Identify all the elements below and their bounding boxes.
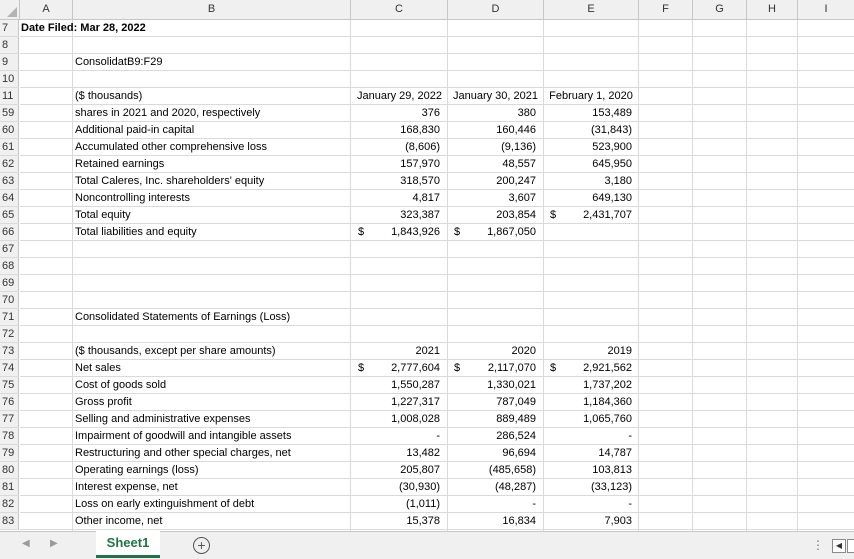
cell-value-d: 3,607: [508, 192, 536, 204]
column-header-g[interactable]: G: [693, 0, 747, 19]
cell-value-d: 203,854: [496, 209, 536, 221]
row-header[interactable]: 10: [0, 71, 19, 88]
cell-value-e: 523,900: [592, 141, 632, 153]
plus-circle-icon[interactable]: +: [193, 537, 210, 554]
cell-label: Loss on early extinguishment of debt: [75, 498, 255, 510]
column-header-a[interactable]: A: [20, 0, 73, 19]
cell-value-d: 1,330,021: [487, 379, 536, 391]
cell-label: Selling and administrative expenses: [75, 413, 251, 425]
cell-value-c: -: [436, 430, 440, 442]
column-header-c[interactable]: C: [351, 0, 448, 19]
cell-value-d: January 30, 2021: [452, 90, 538, 102]
row-header[interactable]: 59: [0, 105, 19, 122]
cell-value-e: 14,787: [598, 447, 632, 459]
row-header[interactable]: 71: [0, 309, 19, 326]
row-header[interactable]: 76: [0, 394, 19, 411]
cell-value-e: 1,065,760: [583, 413, 632, 425]
cell-value-d: 380: [517, 107, 536, 119]
cell-value-c: 1,227,317: [391, 396, 440, 408]
cell-value-c: (30,930): [399, 481, 440, 493]
cell-label: Additional paid-in capital: [75, 124, 195, 136]
column-header-i[interactable]: I: [824, 3, 828, 15]
row-header[interactable]: 81: [0, 479, 19, 496]
cell-label: Impairment of goodwill and intangible assets: [75, 430, 292, 442]
cell-value-c: 157,970: [400, 158, 440, 170]
row-header[interactable]: 78: [0, 428, 19, 445]
cell-value-c: (1,011): [405, 498, 440, 510]
select-all-corner[interactable]: [0, 0, 20, 19]
cell-value-c: 2,777,604: [391, 362, 440, 374]
spreadsheet-grid[interactable]: [20, 20, 854, 531]
currency-symbol: $: [358, 226, 365, 238]
cell-label: Gross profit: [75, 396, 132, 408]
cell-value-c: January 29, 2022: [356, 90, 442, 102]
column-header-d[interactable]: D: [448, 0, 544, 19]
currency-symbol: $: [550, 362, 557, 374]
cell-label: Interest expense, net: [75, 481, 178, 493]
currency-symbol: $: [358, 362, 365, 374]
cell-value-c: 205,807: [400, 464, 440, 476]
cell-value-c: 1,008,028: [391, 413, 440, 425]
cell-label: Noncontrolling interests: [75, 192, 190, 204]
row-header[interactable]: 60: [0, 122, 19, 139]
row-header[interactable]: 63: [0, 173, 19, 190]
horizontal-scrollbar[interactable]: [847, 539, 854, 553]
select-all-icon: [7, 7, 17, 17]
row-header[interactable]: 75: [0, 377, 19, 394]
row-header[interactable]: 79: [0, 445, 19, 462]
row-header[interactable]: 83: [0, 513, 19, 530]
row-header[interactable]: 70: [0, 292, 19, 309]
cell-label: shares in 2021 and 2020, respectively: [75, 107, 261, 119]
cell-value-c: 13,482: [406, 447, 440, 459]
cell-value-c: 2021: [415, 345, 440, 357]
cell-label: ($ thousands, except per share amounts): [75, 345, 276, 357]
column-header-bar: [0, 0, 854, 20]
row-header[interactable]: 77: [0, 411, 19, 428]
row-header[interactable]: 61: [0, 139, 19, 156]
cell-value-e: 153,489: [592, 107, 632, 119]
cell-label: ($ thousands): [75, 90, 143, 102]
row-header[interactable]: 82: [0, 496, 19, 513]
cell-label: ConsolidatB9:F29: [75, 56, 163, 68]
cell-label: Total liabilities and equity: [75, 226, 197, 238]
column-header-b[interactable]: B: [73, 0, 351, 19]
row-header[interactable]: 8: [0, 37, 19, 54]
cell-value-c: 4,817: [412, 192, 440, 204]
chevron-left-icon[interactable]: ◀: [22, 538, 30, 549]
cell-label: Total Caleres, Inc. shareholders' equity: [75, 175, 265, 187]
cell-label: Cost of goods sold: [75, 379, 167, 391]
cell-value-d: 16,834: [502, 515, 536, 527]
cell-value-e: 2019: [607, 345, 632, 357]
row-header[interactable]: 80: [0, 462, 19, 479]
cell-value-d: 286,524: [496, 430, 536, 442]
row-header[interactable]: 68: [0, 258, 19, 275]
column-header-f[interactable]: F: [639, 0, 693, 19]
cell-value-d: -: [532, 498, 536, 510]
cell-label: Other income, net: [75, 515, 163, 527]
cell-value-c: (8,606): [405, 141, 440, 153]
cell-value-e: 7,903: [604, 515, 632, 527]
cell-value-e: 1,184,360: [583, 396, 632, 408]
cell-label: Restructuring and other special charges, net: [75, 447, 291, 459]
cell-value-e: -: [628, 430, 632, 442]
sheet-tab-bar: [0, 531, 854, 559]
cell-value-e: 1,737,202: [583, 379, 632, 391]
cell-value-e: 649,130: [592, 192, 632, 204]
cell-value-d: 787,049: [496, 396, 536, 408]
cell-value-e: 3,180: [604, 175, 632, 187]
cell-value-e: February 1, 2020: [549, 90, 633, 102]
cell-value-e: 645,950: [592, 158, 632, 170]
more-options-icon[interactable]: ⋮: [812, 538, 824, 552]
chevron-right-icon[interactable]: ▶: [50, 538, 58, 549]
row-header[interactable]: 11: [0, 88, 19, 105]
cell-value-d: 1,867,050: [487, 226, 536, 238]
cell-value-d: 200,247: [496, 175, 536, 187]
cell-value-e: 2,921,562: [583, 362, 632, 374]
cell-value-d: (485,658): [488, 464, 536, 476]
cell-label: Retained earnings: [75, 158, 165, 170]
row-header[interactable]: 62: [0, 156, 19, 173]
cell-value-c: 1,550,287: [391, 379, 440, 391]
cell-label: Date Filed: Mar 28, 2022: [21, 22, 146, 34]
row-header[interactable]: 9: [0, 54, 19, 71]
row-header[interactable]: 72: [0, 326, 19, 343]
row-header[interactable]: 66: [0, 224, 19, 241]
cell-value-d: 48,557: [502, 158, 536, 170]
cell-value-c: 376: [421, 107, 440, 119]
row-header[interactable]: 7: [0, 20, 19, 37]
cell-label: Accumulated other comprehensive loss: [75, 141, 267, 153]
row-header[interactable]: 74: [0, 360, 19, 377]
cell-value-d: 96,694: [502, 447, 536, 459]
cell-value-c: 1,843,926: [391, 226, 440, 238]
scroll-left-icon[interactable]: ◀: [832, 539, 846, 553]
cell-value-c: 323,387: [400, 209, 440, 221]
row-header[interactable]: 65: [0, 207, 19, 224]
cell-value-d: 2020: [511, 345, 536, 357]
cell-label: Consolidated Statements of Earnings (Loss): [75, 311, 291, 323]
cell-value-d: 889,489: [496, 413, 536, 425]
column-header-h[interactable]: H: [747, 0, 798, 19]
sheet-tab-sheet1[interactable]: Sheet1: [96, 531, 160, 558]
cell-value-e: (33,123): [591, 481, 632, 493]
currency-symbol: $: [550, 209, 557, 221]
cell-label: Total equity: [75, 209, 131, 221]
cell-value-d: (48,287): [495, 481, 536, 493]
cell-value-e: 103,813: [592, 464, 632, 476]
row-header[interactable]: 73: [0, 343, 19, 360]
row-header[interactable]: 69: [0, 275, 19, 292]
cell-label: Operating earnings (loss): [75, 464, 199, 476]
cell-value-c: 168,830: [400, 124, 440, 136]
cell-value-e: (31,843): [591, 124, 632, 136]
cell-value-c: 15,378: [406, 515, 440, 527]
cell-value-d: (9,136): [501, 141, 536, 153]
cell-value-d: 2,117,070: [487, 362, 536, 374]
currency-symbol: $: [454, 362, 461, 374]
row-header[interactable]: 64: [0, 190, 19, 207]
column-header-e[interactable]: E: [544, 0, 639, 19]
cell-value-e: -: [628, 498, 632, 510]
cell-value-e: 2,431,707: [583, 209, 632, 221]
row-header[interactable]: 67: [0, 241, 19, 258]
cell-value-d: 160,446: [496, 124, 536, 136]
cell-value-c: 318,570: [400, 175, 440, 187]
cell-label: Net sales: [75, 362, 121, 374]
currency-symbol: $: [454, 226, 461, 238]
